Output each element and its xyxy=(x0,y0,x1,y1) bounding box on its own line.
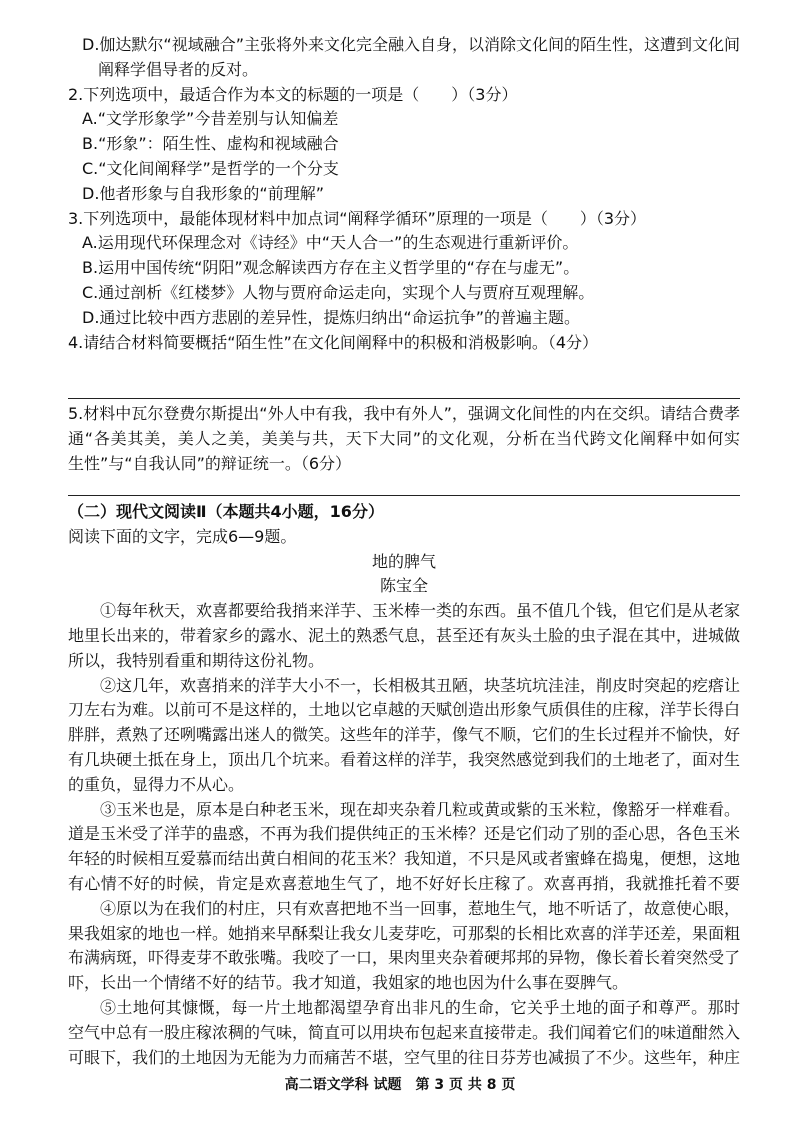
paragraph-line: 地里长出来的，带着家乡的露水、泥土的熟悉气息，甚至还有灰头土脸的虫子混在其中，进城做 xyxy=(68,625,740,645)
paragraph-line: ③玉米也是，原本是白种老玉米，现在却夹杂着几粒或黄或紫的玉米粒，像豁牙一样难看。 xyxy=(100,799,740,819)
paragraph-line: 道是玉米受了洋芋的蛊惑，不再为我们提供纯正的玉米棒？还是它们动了别的歪心思，各色玉米 xyxy=(68,824,740,844)
q3-option-b: B.运用中国传统“阴阳”观念解读西方存在主义哲学里的“存在与虚无”。 xyxy=(82,258,580,278)
q5-block xyxy=(68,402,740,476)
paragraph-1 xyxy=(68,599,740,673)
q3-option-c: C.通过剖析《红楼梦》人物与贾府命运走向，实现个人与贾府互观理解。 xyxy=(82,282,595,302)
questions-block xyxy=(68,33,740,355)
section-heading: （二）现代文阅读Ⅱ（本题共4小题，16分） xyxy=(68,502,384,521)
paragraph-line: ④原以为在我们的村庄，只有欢喜把地不当一回事，惹地生气，地不听话了，故意使心眼， xyxy=(100,898,740,918)
paragraph-line: ②这几年，欢喜捎来的洋芋大小不一，长相极其丑陋，块茎坑坑洼洼，削皮时突起的疙瘩让 xyxy=(100,675,740,695)
q5-line: 5.材料中瓦尔登费尔斯提出“外人中有我，我中有外人”，强调文化间性的内在交织。请结合费孝 xyxy=(68,404,740,423)
paragraph-line: 有几块硬土抵在身上，顶出几个坑来。看着这样的洋芋，我突然感觉到我们的土地老了，面对生 xyxy=(68,749,740,769)
q2-option-d: D.他者形象与自我形象的“前理解” xyxy=(82,183,324,203)
answer-line-q4 xyxy=(68,398,740,399)
q5-line: 生性”与“自我认同”的辩证统一。（6分） xyxy=(68,453,352,473)
page-footer: 高二语文学科 试题 第 3 页 共 8 页 xyxy=(284,1077,516,1093)
q1-option-d-cont: 阐释学倡导者的反对。 xyxy=(98,59,259,79)
paragraph-4 xyxy=(68,897,740,996)
section2-block xyxy=(68,500,740,1070)
q2-option-b: B.“形象”：陌生性、虚构和视域融合 xyxy=(82,134,339,154)
paragraph-line: 年轻的时候相互爱慕而结出黄白相间的花玉米？我知道，不只是风或者蜜蜂在捣鬼，便想，这地 xyxy=(68,849,740,869)
q2-option-c: C.“文化间阐释学”是哲学的一个分支 xyxy=(82,158,339,178)
paragraph-line: 空气中总有一股庄稼浓稠的气味，简直可以用块布包起来直接带走。我们闻着它们的味道酣然入 xyxy=(68,1022,740,1042)
paragraph-line: 有心情不好的时候，肯定是欢喜惹地生气了，地不好好长庄稼了。欢喜再捎，我就推托着不要 xyxy=(68,873,740,893)
paragraph-line: 刀左右为难。以前可不是这样的，土地以它卓越的天赋创造出形象气质俱佳的庄稼，洋芋长得白 xyxy=(68,700,740,720)
paragraph-5 xyxy=(68,996,740,1070)
paragraph-line: 果我姐家的地也一样。她捎来早酥梨让我女儿麦芽吃，可那梨的长相比欢喜的洋芋还差，果面粗 xyxy=(68,923,740,943)
q2-option-a: A.“文学形象学”今昔差别与认知偏差 xyxy=(82,109,339,129)
q5-line: 通“各美其美，美人之美，美美与共，天下大同”的文化观，分析在当代跨文化阐释中如何实 xyxy=(68,428,740,448)
paragraph-line: 可眼下，我们的土地因为无能为力而痛苦不堪，空气里的往日芬芳也减损了不少。这些年，种庄 xyxy=(68,1047,740,1067)
article-author: 陈宝全 xyxy=(379,576,428,596)
paragraph-line: 胖胖，煮熟了还咧嘴露出迷人的微笑。这些年的洋芋，像气不顺，它们的生长过程并不愉快，好 xyxy=(68,725,740,745)
paragraph-line: ⑤土地何其慷慨，每一片土地都渴望孕育出非凡的生命，它关乎土地的面子和尊严。那时 xyxy=(100,997,740,1017)
q2-stem: 2.下列选项中，最适合作为本文的标题的一项是（ ）（3分） xyxy=(68,84,518,104)
article-title: 地的脾气 xyxy=(371,551,436,571)
paragraph-line: 所以，我特别看重和期待这份礼物。 xyxy=(68,650,325,670)
paragraph-line: 布满病斑，吓得麦芽不敢张嘴。我咬了一口，果肉里夹杂着硬邦邦的异物，像长着长着突然受了 xyxy=(68,948,740,968)
q3-option-a: A.运用现代环保理念对《诗经》中“天人合一”的生态观进行重新评价。 xyxy=(82,233,579,253)
paragraph-line: 的重负，显得力不从心。 xyxy=(68,774,245,794)
section-instruction: 阅读下面的文字，完成6—9题。 xyxy=(68,526,297,546)
paragraph-3 xyxy=(68,798,740,897)
paragraph-line: 吓，长出一个情绪不好的结节。我才知道，我姐家的地也因为什么事在耍脾气。 xyxy=(68,973,629,993)
q3-option-d: D.通过比较中西方悲剧的差异性，提炼归纳出“命运抗争”的普遍主题。 xyxy=(82,307,580,327)
q4-stem: 4.请结合材料简要概括“陌生性”在文化间阐释中的积极和消极影响。（4分） xyxy=(68,332,599,352)
q1-option-d: D.伽达默尔“视域融合”主张将外来文化完全融入自身，以消除文化间的陌生性，这遭到文化间 xyxy=(82,35,740,54)
paragraph-2 xyxy=(68,674,740,798)
q3-stem: 3.下列选项中，最能体现材料中加点词“阐释学循环”原理的一项是（ ）（3分） xyxy=(68,208,647,228)
answer-line-q5 xyxy=(68,495,740,496)
paragraph-line: ①每年秋天，欢喜都要给我捎来洋芋、玉米棒一类的东西。虽不值几个钱，但它们是从老家 xyxy=(100,601,740,621)
